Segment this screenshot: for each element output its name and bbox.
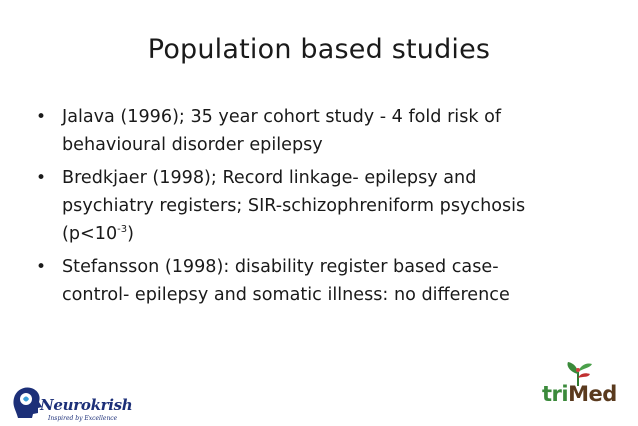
slide-title: Population based studies	[147, 34, 491, 65]
bullet-item	[36, 253, 601, 309]
neurokrish-logo	[6, 380, 156, 426]
logo-part-tr: tr	[542, 382, 562, 406]
logo-part-i: i	[561, 382, 569, 406]
bullet-line: control- epilepsy and somatic illness: no difference	[62, 285, 510, 305]
bullet-list	[36, 103, 601, 314]
bullet-icon: •	[36, 107, 47, 127]
bullet-icon: •	[36, 168, 47, 188]
logo-tagline: Inspired by Excellence	[48, 415, 118, 422]
bullet-line: psychiatry registers; SIR-schizophreniform psychosis	[62, 196, 526, 216]
exponent: -3	[117, 224, 128, 236]
logo-wordmark	[542, 382, 617, 406]
logo-fine-print	[546, 408, 634, 413]
trimed-logo	[536, 360, 636, 426]
bullet-line: Stefansson (1998): disability register based case-	[62, 257, 499, 277]
bullet-icon: •	[36, 257, 47, 277]
logo-name: Neurokrish	[40, 396, 133, 414]
bullet-line: Bredkjaer (1998); Record linkage- epilepsy and	[62, 168, 477, 188]
bullet-line: behavioural disorder epilepsy	[62, 135, 323, 155]
bullet-item	[36, 103, 601, 159]
bullet-line: Jalava (1996); 35 year cohort study - 4 fold risk of	[62, 107, 502, 127]
bullet-line-suffix: )	[127, 224, 135, 244]
bullet-item	[36, 164, 601, 248]
bullet-line-prefix: (p<10	[62, 224, 118, 244]
logo-part-med: Med	[568, 382, 617, 406]
